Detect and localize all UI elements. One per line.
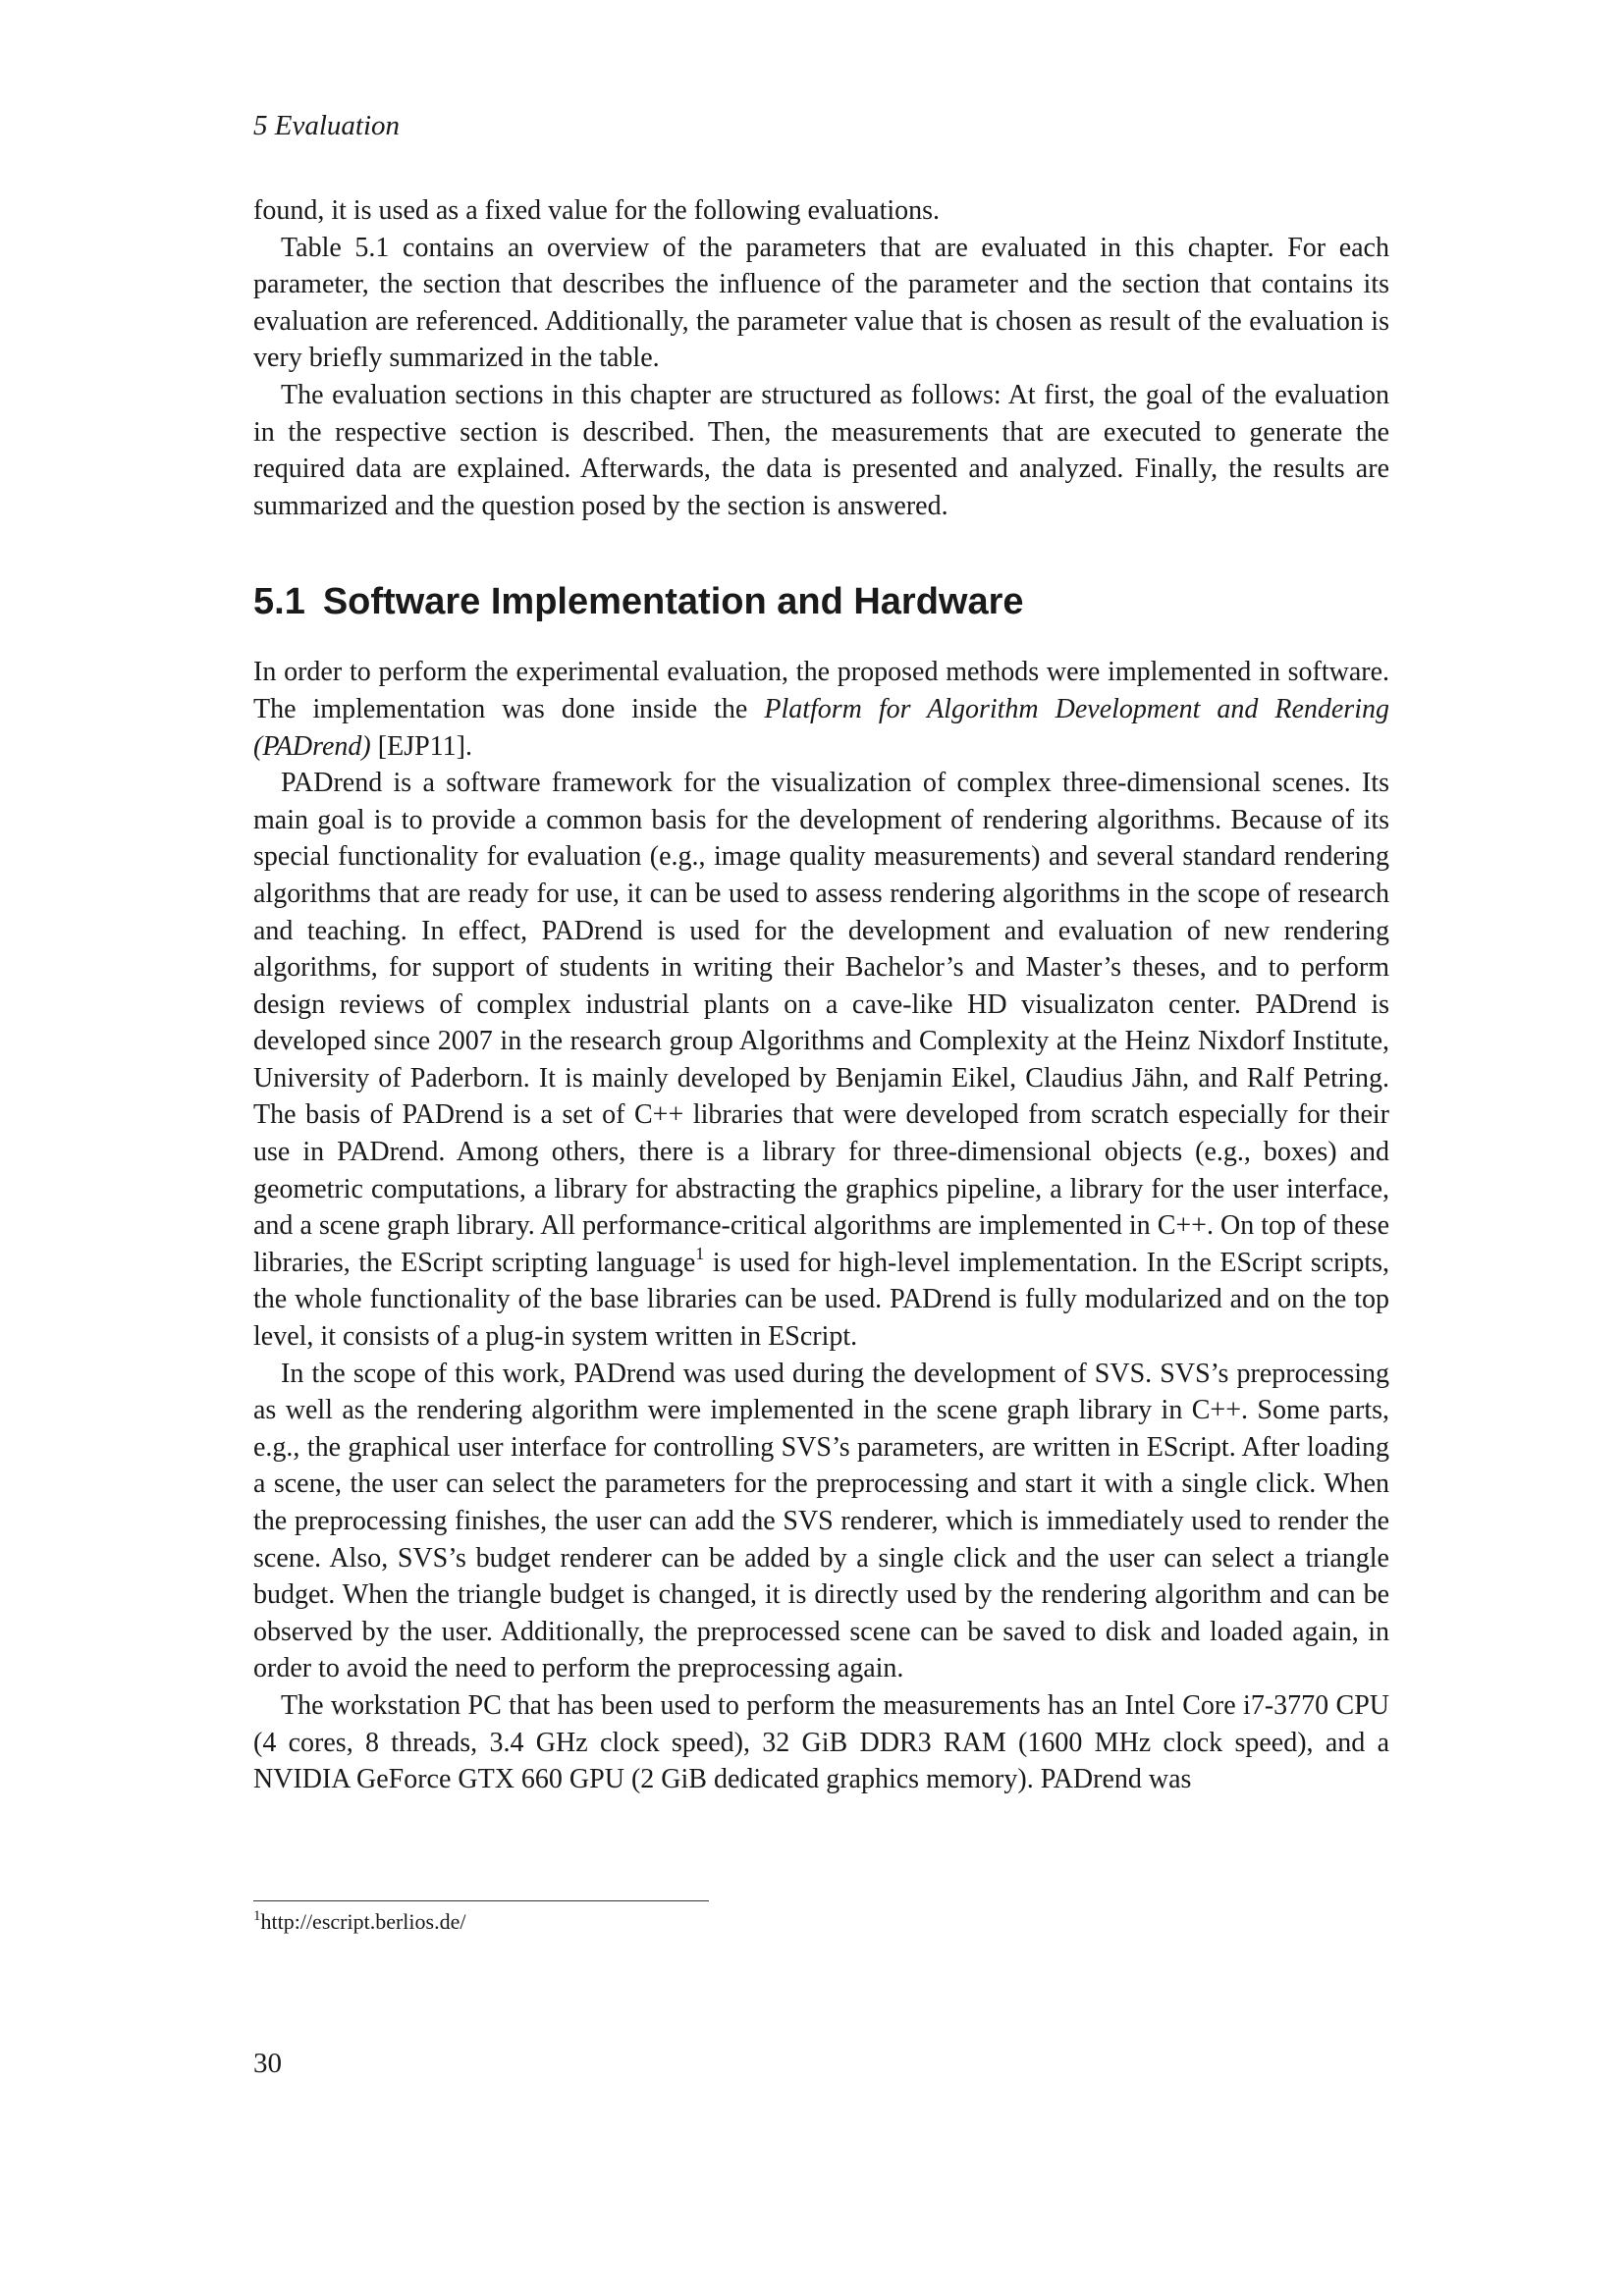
- running-head: 5 Evaluation: [253, 110, 401, 141]
- body-paragraph-1: [253, 654, 1389, 765]
- footnote-mark: 1: [253, 1908, 261, 1924]
- text-block: [253, 192, 1389, 1798]
- intro-paragraph-1: found, it is used as a fixed value for the following evaluations.: [253, 195, 941, 226]
- body-paragraph-2: [253, 765, 1389, 1356]
- body-paragraph-4: The workstation PC that has been used to perform the measurements has an Intel Core i7-3770 CPU (4 cores, 8 threads, 3.4 GHz clock speed), 32 GiB DDR3 RAM (1600 MHz clock speed), and a NVIDIA GeForce GTX 660 GPU (2 GiB dedicated graphics memory). PADrend was: [253, 1689, 1389, 1795]
- section-number: 5.1: [253, 581, 305, 623]
- intro-paragraph-3: The evaluation sections in this chapter are structured as follows: At first, the goal of the evaluation in the respective section is described. Then, the measurements that are executed to generate the required data are explained. Afterwards, the data is presented and analyzed. Finally, the results are summarized and the question posed by the section is answered.: [253, 379, 1389, 521]
- footnote-reference[interactable]: 1: [695, 1243, 705, 1263]
- footnote-link[interactable]: http://escript.berlios.de/: [260, 1909, 466, 1934]
- body-paragraph-2-text-b: is used for high-level implementation. In the EScript scripts, the whole functionality of the base libraries can be used. PADrend is fully modularized and on the top level, it consists of a plug-in system written in EScript.: [253, 1247, 1390, 1353]
- page-number: 30: [253, 2048, 282, 2079]
- footnote: [253, 1908, 465, 1936]
- body-paragraph-3: In the scope of this work, PADrend was used during the development of SVS. SVS’s preprocessing as well as the rendering algorithm were implemented in the scene graph library in C++. Some parts, e.g., the graphical user interface for controlling SVS’s parameters, are written in EScript. After loading a scene, the user can select the parameters for the preprocessing and start it with a single click. When the preprocessing finishes, the user can add the SVS renderer, which is immediately used to render the scene. Also, SVS’s budget renderer can be added by a single click and the user can select a triangle budget. When the triangle budget is changed, it is directly used by the rendering algorithm and can be observed by the user. Additionally, the preprocessed scene can be saved to disk and loaded again, in order to avoid the need to perform the preprocessing again.: [253, 1358, 1389, 1684]
- padrend-name-italic: Platform for Algorithm Development and Rendering (PADrend): [253, 693, 1389, 762]
- section-title: Software Implementation and Hardware: [322, 581, 1024, 623]
- footnote-rule: [253, 1900, 709, 1901]
- section-heading: [253, 579, 1389, 624]
- body-paragraph-2-text-a: PADrend is a software framework for the visualization of complex three-dimensional scenes. Its main goal is to provide a common basis for the development of rendering algorithms. Because of its special functionality for evaluation (e.g., image quality measurements) and several standard rendering algorithms that are ready for use, it can be used to assess rendering algorithms in the scope of research and teaching. In effect, PADrend is used for the development and evaluation of new rendering algorithms, for support of students in writing their Bachelor’s and Master’s theses, and to perform design reviews of complex industrial plants on a cave-like HD visualizaton center. PADrend is developed since 2007 in the research group Algorithms and Complexity at the Heinz Nixdorf Institute, University of Paderborn. It is mainly developed by Benjamin Eikel, Claudius Jähn, and Ralf Petring. The basis of PADrend is a set of C++ libraries that were developed from scratch especially for their use in PADrend. Among others, there is a library for three-dimensional objects (e.g., boxes) and geometric computations, a library for abstracting the graphics pipeline, a library for the user interface, and a scene graph library. All performance-critical algorithms are implemented in C++. On top of these libraries, the EScript scripting language: [253, 768, 1389, 1278]
- intro-paragraph-2: Table 5.1 contains an overview of the parameters that are evaluated in this chapter. For each parameter, the section that describes the influence of the parameter and the section that contains its evaluation are referenced. Additionally, the parameter value that is chosen as result of the evaluation is very briefly summarized in the table.: [253, 232, 1389, 374]
- body-paragraph-1-text-a: In order to perform the experimental evaluation, the proposed methods were implemented in software. The implementation was done inside the: [253, 657, 1389, 724]
- citation: [EJP11].: [370, 730, 472, 762]
